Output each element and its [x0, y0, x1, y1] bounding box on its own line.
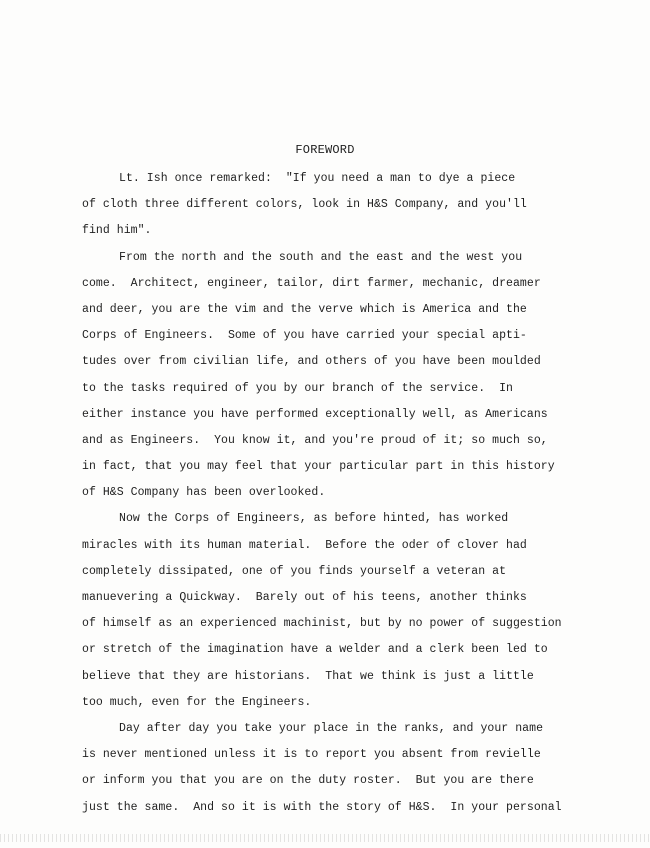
text-line: miracles with its human material. Before the oder of clover had — [82, 538, 527, 552]
text-line: of H&S Company has been overlooked. — [82, 486, 326, 500]
text-line: in fact, that you may feel that your particular part in this history — [82, 460, 555, 474]
text-line: just the same. And so it is with the story of H&S. In your personal — [82, 800, 562, 814]
text-line: tudes over from civilian life, and others of you have been moulded — [82, 355, 541, 369]
text-line: Now the Corps of Engineers, as before hinted, has worked — [119, 512, 509, 526]
text-line: of himself as an experienced machinist, but by no power of suggestion — [82, 617, 562, 631]
text-line: Day after day you take your place in the ranks, and your name — [119, 721, 544, 735]
text-line: too much, even for the Engineers. — [82, 695, 312, 709]
page-title: FOREWORD — [295, 143, 355, 157]
text-line: either instance you have performed exceptionally well, as Americans — [82, 407, 548, 421]
text-line: is never mentioned unless it is to report you absent from revielle — [82, 748, 541, 762]
text-line: Corps of Engineers. Some of you have carried your special apti- — [82, 329, 527, 343]
text-line: completely dissipated, one of you finds yourself a veteran at — [82, 564, 507, 578]
text-line: Lt. Ish once remarked: "If you need a man to dye a piece — [119, 172, 516, 185]
text-line: or stretch of the imagination have a welder and a clerk been led to — [82, 643, 548, 657]
text-line: and as Engineers. You know it, and you're proud of it; so much so, — [82, 433, 548, 447]
text-line: come. Architect, engineer, tailor, dirt farmer, mechanic, dreamer — [82, 276, 541, 290]
text-line: From the north and the south and the east and the west you — [119, 250, 523, 264]
text-line: to the tasks required of you by our branch of the service. In — [82, 381, 513, 395]
text-line: manuevering a Quickway. Barely out of his teens, another thinks — [82, 591, 527, 604]
text-line: of cloth three different colors, look in H&S Company, and you'll — [82, 198, 527, 212]
text-line: and deer, you are the vim and the verve which is America and the — [82, 302, 527, 316]
text-line: or inform you that you are on the duty roster. But you are there — [82, 774, 534, 788]
text-line: believe that they are historians. That we think is just a little — [82, 669, 534, 683]
scan-noise — [0, 834, 650, 842]
body-text — [82, 166, 627, 821]
text-line: find him". — [82, 224, 152, 238]
